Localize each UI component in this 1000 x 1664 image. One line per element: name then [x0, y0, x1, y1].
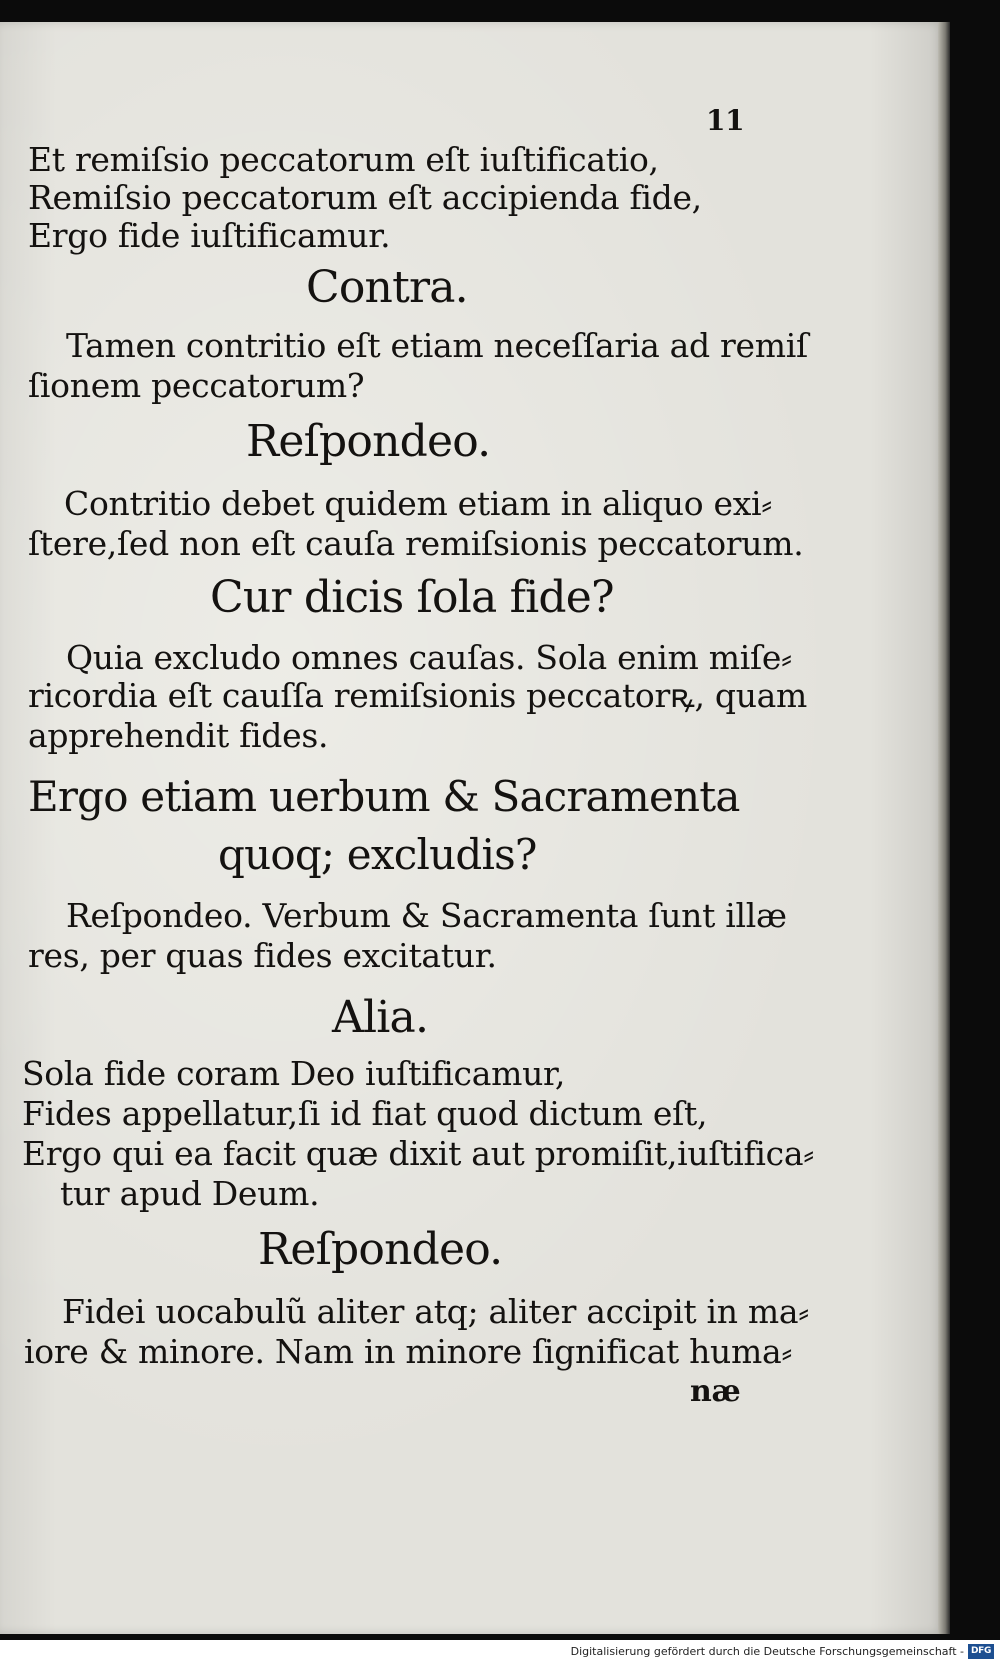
text-line: Fides appellatur,ſi id fiat quod dictum eſt,	[22, 1094, 708, 1133]
heading-respondeo: Reſpondeo.	[258, 1224, 503, 1275]
text-line: Ergo fide iuſtificamur.	[28, 216, 391, 255]
book-page	[0, 22, 945, 1634]
text-line: Reſpondeo. Verbum & Sacramenta ſunt illæ	[66, 896, 787, 935]
heading-cur-dicis: Cur dicis ſola fide?	[210, 572, 614, 623]
heading-contra: Contra.	[306, 262, 468, 313]
text-line: Sola fide coram Deo iuſtificamur,	[22, 1054, 566, 1093]
text-line: ricordia eſt cauſſa remiſsionis peccatorꝶ, quam	[28, 676, 808, 715]
text-line: res, per quas fides excitatur.	[28, 936, 497, 975]
text-line: Remiſsio peccatorum eſt accipienda fide,	[28, 178, 702, 217]
text-line: Contritio debet quidem etiam in aliquo exi⸗	[64, 484, 772, 523]
folio-number: 11	[706, 104, 745, 137]
text-line: Et remiſsio peccatorum eſt iuſtificatio,	[28, 140, 659, 179]
text-line: tur apud Deum.	[60, 1174, 320, 1213]
heading-ergo-line-2: quoq; excludis?	[218, 830, 537, 879]
page-edge	[938, 22, 950, 1634]
heading-ergo-line-1: Ergo etiam uerbum & Sacramenta	[28, 772, 740, 821]
catchword: næ	[690, 1374, 741, 1409]
text-line: ſtere,ſed non eſt cauſa remiſsionis peccatorum.	[28, 524, 804, 563]
text-line: iore & minore. Nam in minore ſignificat huma⸗	[24, 1332, 793, 1371]
footer-credit: Digitalisierung gefördert durch die Deutsche Forschungsgemeinschaft -	[570, 1645, 964, 1658]
text-line: Ergo qui ea facit quæ dixit aut promiſit,iuſtifica⸗	[22, 1134, 814, 1173]
heading-alia: Alia.	[332, 992, 429, 1043]
text-line: apprehendit fides.	[28, 716, 329, 755]
text-line: Tamen contritio eſt etiam neceſſaria ad remiſ	[66, 326, 808, 365]
text-line: Quia excludo omnes cauſas. Sola enim miſe⸗	[66, 638, 792, 677]
text-line: Fidei uocabulũ aliter atq; aliter accipit in ma⸗	[62, 1292, 809, 1331]
text-line: ſionem peccatorum?	[28, 366, 365, 405]
dfg-logo: DFG	[968, 1644, 994, 1659]
heading-respondeo: Reſpondeo.	[246, 416, 491, 467]
